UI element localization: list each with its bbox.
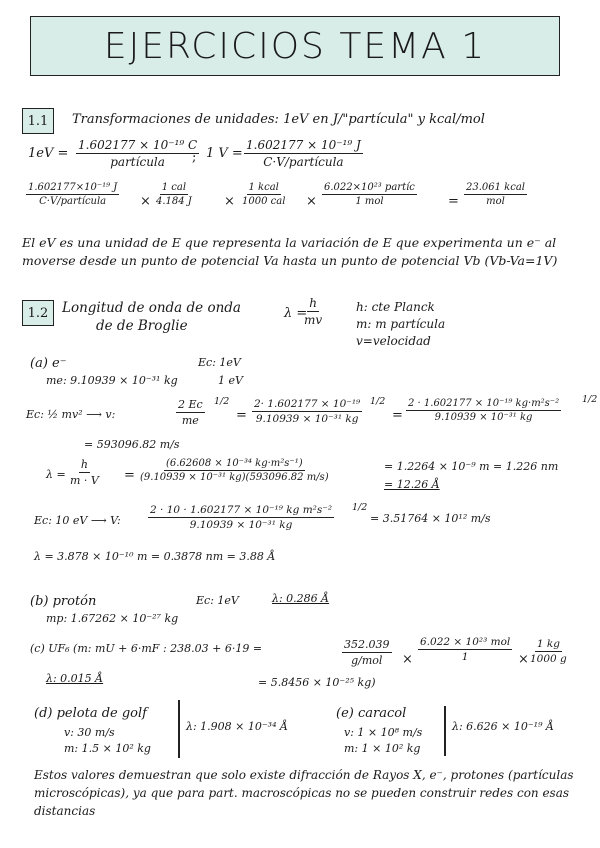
section-badge-1-1: 1.1 xyxy=(22,108,54,134)
times-3: × xyxy=(306,194,317,209)
conv-factor-3: 1 kcal 1000 cal xyxy=(242,182,286,207)
section-badge-1-2: 1.2 xyxy=(22,300,54,326)
times-1: × xyxy=(140,194,151,209)
part-b-ec: Ec: 1eV xyxy=(196,594,239,607)
power-half-2: 1/2 xyxy=(370,396,386,407)
legend-m: m: m partícula xyxy=(356,317,446,331)
power-half-1: 1/2 xyxy=(214,396,230,407)
separator: ; xyxy=(192,150,197,165)
lambda-fraction-a: $\frac{h}{m \cdot V}$ xyxy=(70,458,99,487)
section-subheading-1-2: de de Broglie xyxy=(96,318,188,334)
golf-mass: m: 1.5 × 10² kg xyxy=(64,742,151,755)
part-b-label: (b) protón xyxy=(30,594,97,609)
conv-factor-4: 6.022×10²³ partíc 1 mol xyxy=(324,182,415,207)
power-half-3: 1/2 xyxy=(582,394,598,405)
page-title: EJERCICIOS TEMA 1 xyxy=(103,25,487,67)
velocity-fraction-1: $\frac{2 Ec}{me}$ xyxy=(178,398,203,427)
lambda-lhs-a: λ = xyxy=(46,468,66,481)
gram-kg-fraction: $\frac{1 kg}{1000 g}$ xyxy=(530,638,567,665)
lambda-result-10ev: λ = 3.878 × 10⁻¹⁰ m = 0.3878 nm = 3.88 Å xyxy=(34,550,276,563)
equals-3: = xyxy=(392,408,403,423)
times-4: × xyxy=(402,652,413,667)
part-d-lambda: λ: 1.908 × 10⁻³⁴ Å xyxy=(186,720,288,733)
proton-mass: mp: 1.67262 × 10⁻²⁷ kg xyxy=(46,612,179,625)
section-heading-1-2: Longitud de onda de onda xyxy=(62,300,241,316)
ev-fraction xyxy=(76,138,199,169)
volt-denominator: C·V/partícula xyxy=(263,155,344,169)
part-c-label: (c) UF₆ (m: mU + 6·mF : 238.03 + 6·19 = xyxy=(30,642,263,655)
part-a-ec: Ec: 1eV xyxy=(198,356,241,369)
ev-denominator: partícula xyxy=(110,155,165,169)
volt-lhs: 1 V = xyxy=(206,146,243,161)
part-c-lambda: λ: 0.015 Å xyxy=(46,672,104,685)
part-e-lambda: λ: 6.626 × 10⁻¹⁹ Å xyxy=(452,720,554,733)
snail-mass: m: 1 × 10² kg xyxy=(344,742,421,755)
electron-mass: me: 9.10939 × 10⁻³¹ kg xyxy=(46,374,178,387)
conv-factor-2: 1 cal 4.184 J xyxy=(156,182,192,207)
ev-lhs: 1eV = xyxy=(28,146,69,161)
title-box xyxy=(30,16,560,76)
legend-h: h: cte Planck xyxy=(356,300,435,314)
part-d-label: (d) pelota de golf xyxy=(34,706,147,721)
times-5: × xyxy=(518,652,529,667)
lambda-result-a-angstrom: = 12.26 Å xyxy=(384,478,440,491)
uf6-mass-result: = 5.8456 × 10⁻²⁵ kg) xyxy=(258,676,376,689)
part-e-label: (e) caracol xyxy=(336,706,407,721)
volt-fraction xyxy=(244,138,363,169)
debroglie-lhs: λ = xyxy=(284,306,308,321)
power-half-4: 1/2 xyxy=(352,502,368,513)
legend-v: v=velocidad xyxy=(356,334,431,348)
part-a-label: (a) e⁻ xyxy=(30,356,67,371)
part-a-ec-value: 1 eV xyxy=(218,374,243,387)
section-heading-1-1: Transformaciones de unidades: 1eV en J/"partícula" y kcal/mol xyxy=(72,112,485,127)
times-2: × xyxy=(224,194,235,209)
equals-2: = xyxy=(236,408,247,423)
velocity-result: = 593096.82 m/s xyxy=(84,438,180,451)
uf6-molar-mass: 352.039 g/mol xyxy=(344,638,390,667)
ev-numerator: 1.602177 × 10⁻¹⁹ C xyxy=(78,138,198,152)
part-b-lambda: λ: 0.286 Å xyxy=(272,592,330,605)
velocity-result-10ev: = 3.51764 × 10¹² m/s xyxy=(370,512,491,525)
debroglie-fraction: $\frac{h}{mv}$ xyxy=(304,296,323,327)
ev-explanation: El eV es una unidad de E que representa la variación de E que experimenta un e⁻ al moverse desde un punto de potencial Va hasta un punto de potencial Vb (Vb-Va=1V) xyxy=(22,235,558,268)
snail-velocity: v: 1 × 10⁸ m/s xyxy=(344,726,423,739)
conv-factor-1: 1.602177×10⁻¹⁹ J C·V/partícula xyxy=(28,182,118,207)
golf-velocity: v: 30 m/s xyxy=(64,726,115,739)
equals-4: = xyxy=(124,468,135,483)
velocity-fraction-10ev: $\frac{\text{2 · 10 · 1.602177 × 10⁻¹⁹ kg m²s⁻²}}{\text{9.10939 × 10⁻³¹ kg}}$ xyxy=(150,504,333,531)
equals-1: = xyxy=(448,194,459,209)
avogadro-fraction: 6.022 × 10²³ mol 1 xyxy=(420,636,511,663)
ec-10ev: Ec: 10 eV ⟶ V: xyxy=(34,514,121,527)
volt-numerator: 1.602177 × 10⁻¹⁹ J xyxy=(246,138,361,152)
velocity-fraction-2: $\frac{\text{2· 1.602177 × 10⁻¹⁹}}{\text{9.10939 × 10⁻³¹ kg}}$ xyxy=(254,398,361,425)
conclusion-text: Estos valores demuestran que solo existe difracción de Rayos X, e⁻, protones (partículas microscópicas), ya que para part. macroscópicas no se pueden construir redes con esas distancias xyxy=(34,768,574,818)
kinetic-energy-formula: Ec: ½ mv² ⟶ v: xyxy=(26,408,116,421)
divider-d xyxy=(178,700,180,758)
conv-result: 23.061 kcal mol xyxy=(466,182,525,207)
lambda-fraction-a-values: $\frac{\text{(6.62608 × 10⁻³⁴ kg·m²s⁻¹)}}{\text{(9.10939 × 10⁻³¹ kg)(593096.82 m/s)}}$ xyxy=(140,458,329,483)
divider-e xyxy=(444,706,446,756)
velocity-fraction-3: $\frac{\text{2 · 1.602177 × 10⁻¹⁹ kg·m²s⁻²}}{\text{9.10939 × 10⁻³¹ kg}}$ xyxy=(408,398,560,423)
lambda-result-a: = 1.2264 × 10⁻⁹ m = 1.226 nm xyxy=(384,460,559,473)
